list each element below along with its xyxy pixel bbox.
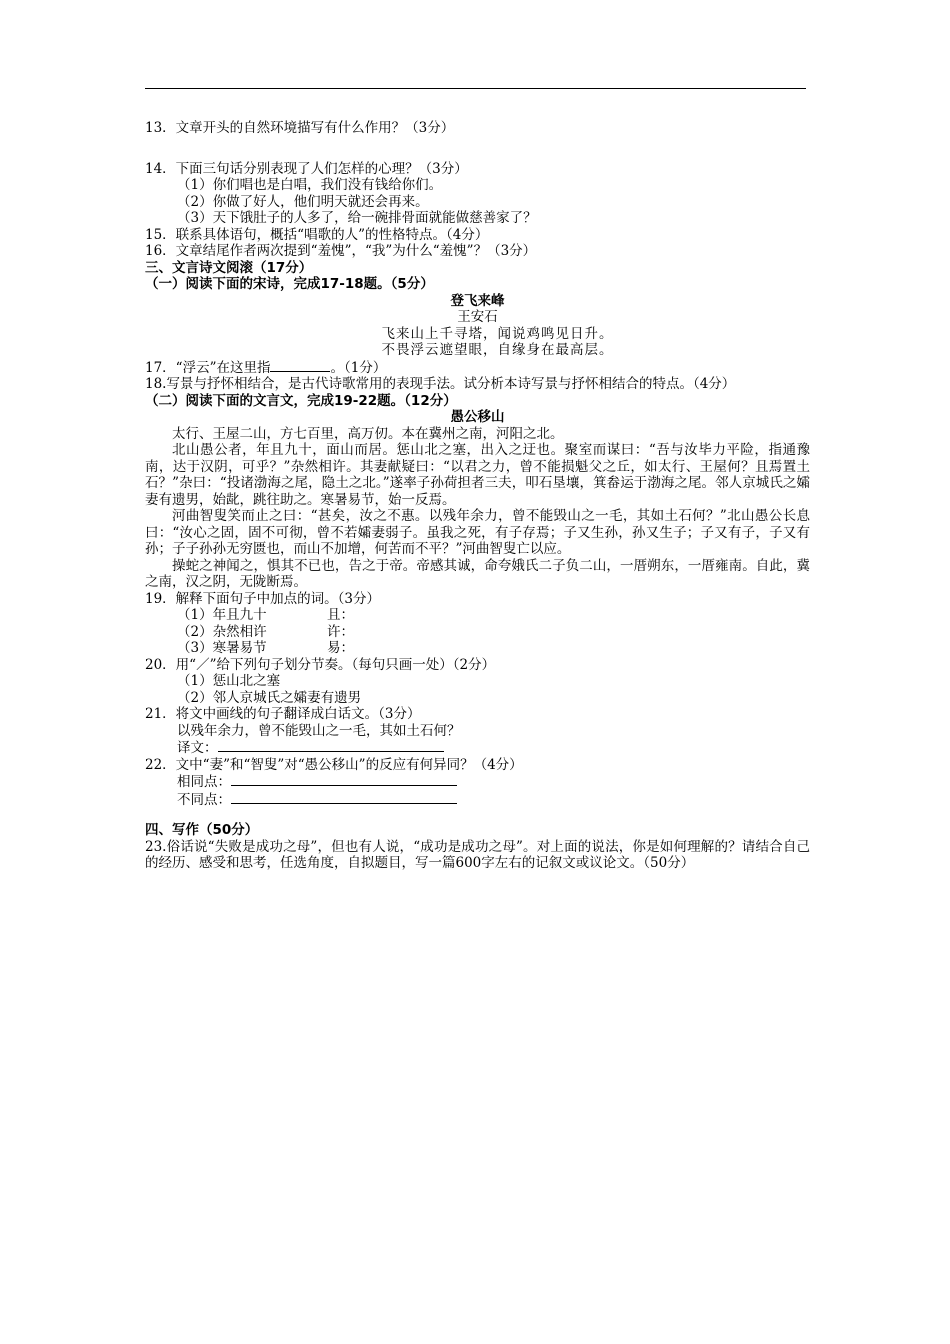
poem-title: 登飞来峰 (450, 292, 505, 309)
section-4-heading: 四、写作（50分） (145, 822, 259, 838)
prose-paragraph: 河曲智叟笑而止之曰：“甚矣，汝之不惠。以残年余力，曾不能毁山之一毛，其如土石何？”北山愚公长息曰：“汝心之固，固不可彻，曾不若孀妻弱子。虽我之死，有子存焉；子又生孙，孙又生子；子又有子，子又有孙；子子孙孙无穷匮也，而山不加增，何苦而不平？”河曲智叟亡以应。 (145, 508, 810, 557)
prose-paragraph: 太行、王屋二山，方七百里，高万仞。本在冀州之南，河阳之北。 (172, 425, 564, 442)
section-3-heading: 三、文言诗文阅滚（17分） (145, 259, 313, 276)
question-14: 14．下面三句话分别表现了人们怎样的心理？（3分） (145, 160, 468, 177)
poem-line: 飞来山上千寻塔，闻说鸡鸣见日升。 (381, 325, 614, 342)
question-13: 13．文章开头的自然环境描写有什么作用？（3分） (145, 120, 455, 136)
answer-line[interactable] (231, 791, 457, 804)
question-19-word: 且： (327, 607, 354, 623)
question-14-item: （3）天下饿肚子的人多了，给一碗排骨面就能做慈善家了？ (177, 210, 537, 226)
question-18: 18.写景与抒怀相结合，是古代诗歌常用的表现手法。试分析本诗写景与抒怀相结合的特点。（4分） (145, 376, 736, 392)
part-2-heading: （二）阅读下面的文言文，完成19-22题。（12分） (145, 392, 457, 409)
poem-author: 王安石 (457, 309, 498, 325)
question-20-item: （1）惩山北之塞 (177, 673, 281, 689)
question-16: 16．文章结尾作者两次提到“羞愧”，“我”为什么“羞愧”？（3分） (145, 243, 537, 259)
header-rule (145, 88, 806, 89)
part-1-heading: （一）阅读下面的宋诗，完成17-18题。（5分） (145, 276, 434, 292)
answer-label: 相同点： (177, 774, 231, 790)
question-23: 23.俗话说“失败是成功之母”，但也有人说，“成功是成功之母”。对上面的说法，你是如何理解的？请结合自己的经历、感受和思考，任选角度，自拟题目，写一篇600字左右的记叙文或议论文。（50分） (145, 838, 810, 871)
question-20: 20．用“／”给下列句子划分节奏。（每句只画一处）（2分） (145, 656, 496, 673)
question-19-item (145, 624, 810, 641)
exam-page (145, 120, 810, 872)
question-22-same (145, 773, 810, 791)
question-22: 22．文中“妻”和“智叟”对“愚公移山”的反应有何异同？（4分） (145, 756, 523, 773)
question-22-diff (145, 791, 810, 809)
prose-paragraph: 北山愚公者，年且九十，面山而居。惩山北之塞，出入之迂也。聚室而谋曰：“吾与汝毕力平险，指通豫南，达于汉阴，可乎？”杂然相许。其妻献疑曰：“以君之力，曾不能损魁父之丘，如太行、王屋何？且焉置土石？”杂曰：“投诸渤海之尾，隐土之北。”遂率子孙荷担者三夫，叩石垦壤，箕畚运于渤海之尾。邻人京城氏之孀妻有遗男，始龀，跳往助之。寒暑易节，始一反焉。 (145, 442, 810, 508)
question-21-sentence: 以残年余力，曾不能毁山之一毛，其如土石何？ (177, 722, 461, 739)
poem-line: 不畏浮云遮望眼，自缘身在最高层。 (381, 342, 614, 358)
question-19-item (145, 607, 810, 624)
answer-blank[interactable] (270, 359, 330, 372)
question-17-score: 。（1分） (330, 359, 387, 376)
question-19-sentence: （2）杂然相许 (177, 623, 267, 640)
question-14-item: （1）你们唱也是白唱，我们没有钱给你们。 (177, 177, 443, 193)
prose-paragraph: 操蛇之神闻之，惧其不已也，告之于帝。帝感其诚，命夸娥氏二子负二山，一厝朔东，一厝雍南。自此，冀之南，汉之阴，无陇断焉。 (145, 557, 810, 590)
answer-line[interactable] (231, 773, 457, 786)
question-15: 15．联系具体语句，概括“唱歌的人”的性格特点。（4分） (145, 226, 489, 243)
question-17-text: 17．“浮云”在这里指 (145, 359, 271, 376)
question-14-item: （2）你做了好人，他们明天就还会再来。 (177, 193, 429, 210)
question-19-word: 易： (327, 640, 354, 656)
question-19-word: 许： (327, 623, 354, 640)
question-19-item (145, 640, 810, 657)
question-21: 21．将文中画线的句子翻译成白话文。（3分） (145, 706, 421, 722)
prose-title: 愚公移山 (450, 409, 505, 425)
question-19: 19．解释下面句子中加点的词。（3分） (145, 590, 381, 607)
question-20-item: （2）邻人京城氏之孀妻有遗男 (177, 689, 362, 706)
question-19-sentence: （1）年且九十 (177, 607, 267, 623)
answer-label: 不同点： (177, 791, 231, 808)
question-21-answer (145, 739, 810, 757)
answer-label: 译文： (177, 740, 218, 756)
question-19-sentence: （3）寒暑易节 (177, 640, 267, 656)
answer-line[interactable] (218, 739, 444, 752)
question-17 (145, 359, 810, 377)
